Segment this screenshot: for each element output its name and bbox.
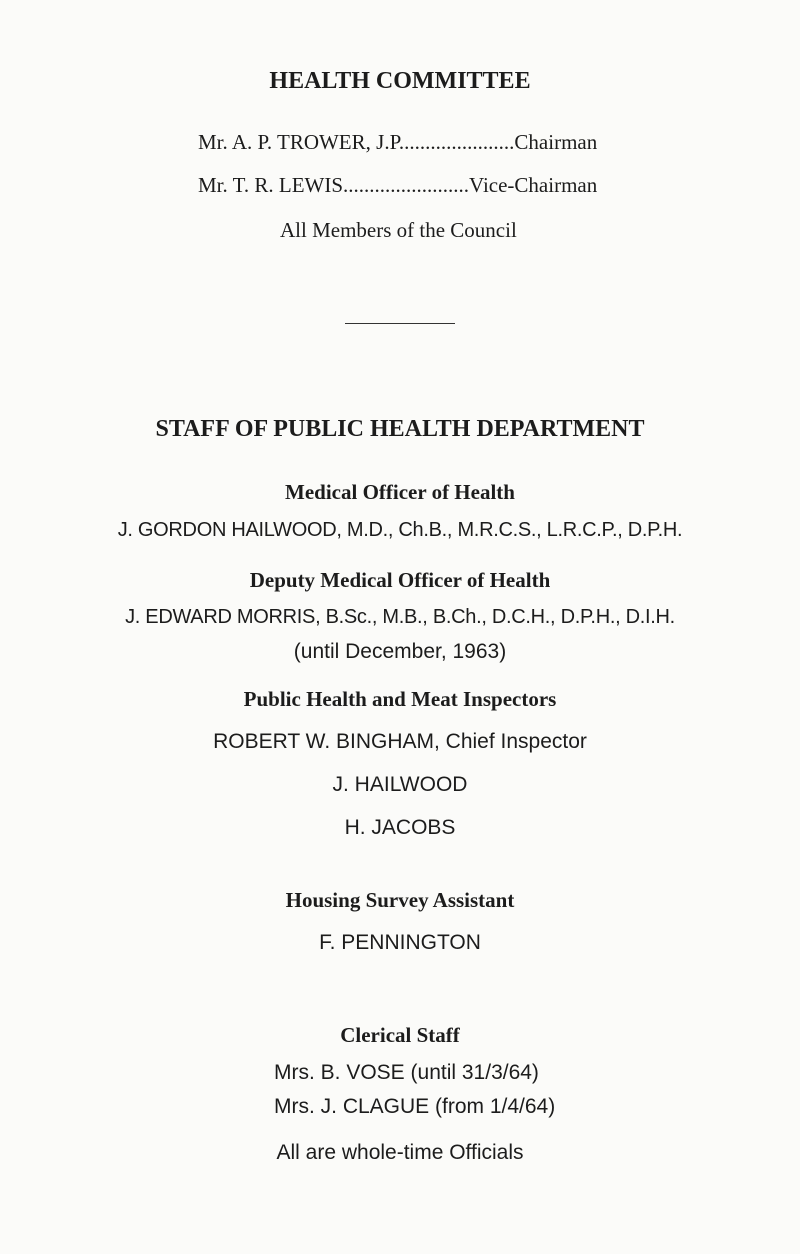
deputy-moh-name: J. EDWARD MORRIS, B.Sc., M.B., B.Ch., D.C.H., D.P.H., D.I.H. [125, 606, 675, 628]
deputy-moh-note: (until December, 1963) [293, 640, 507, 663]
clerical-name-1: Mrs. B. VOSE (until 31/3/64) [274, 1061, 539, 1084]
clerical-heading: Clerical Staff [340, 1023, 460, 1047]
moh-name: J. GORDON HAILWOOD, M.D., Ch.B., M.R.C.S., L.R.C.P., D.P.H. [117, 519, 683, 541]
chairman-line: Mr. A. P. TROWER, J.P......................Chairman [198, 130, 598, 154]
vice-chairman-line: Mr. T. R. LEWIS........................Vice-Chairman [198, 173, 598, 197]
housing-name: F. PENNINGTON [319, 931, 481, 954]
members-note: All Members of the Council [280, 218, 517, 242]
committee-title: HEALTH COMMITTEE [269, 68, 531, 94]
footer-note: All are whole-time Officials [276, 1141, 524, 1164]
deputy-moh-heading: Deputy Medical Officer of Health [249, 568, 551, 592]
inspectors-heading: Public Health and Meat Inspectors [243, 687, 557, 711]
section-divider [345, 323, 455, 324]
inspector-name-2: J. HAILWOOD [332, 773, 468, 796]
staff-title: STAFF OF PUBLIC HEALTH DEPARTMENT [155, 416, 645, 442]
clerical-name-2: Mrs. J. CLAGUE (from 1/4/64) [274, 1095, 556, 1118]
inspector-name-3: H. JACOBS [344, 816, 456, 839]
moh-heading: Medical Officer of Health [285, 480, 515, 504]
housing-heading: Housing Survey Assistant [285, 888, 515, 912]
inspector-name-1: ROBERT W. BINGHAM, Chief Inspector [213, 730, 587, 753]
